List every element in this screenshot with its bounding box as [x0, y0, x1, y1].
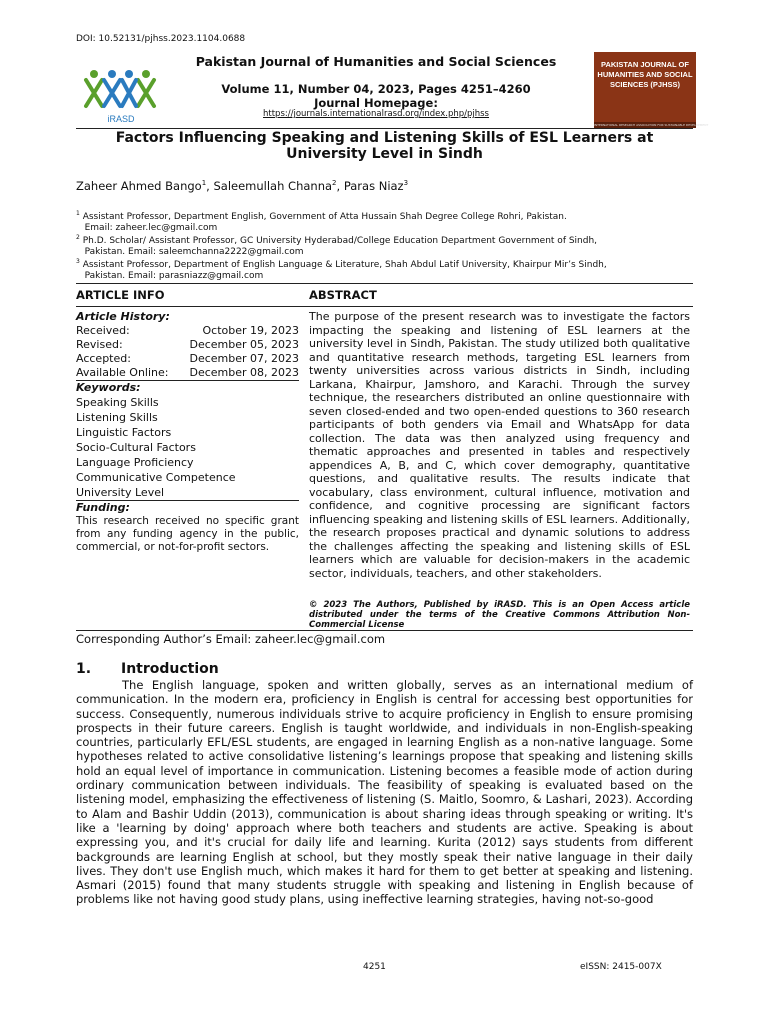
corresponding-email: Corresponding Author’s Email: zaheer.lec@gmail.com: [76, 632, 386, 646]
divider: [76, 283, 693, 284]
history-row: Available Online: December 08, 2023: [76, 366, 299, 379]
keyword: Language Proficiency: [76, 456, 194, 469]
divider: [76, 630, 693, 631]
divider: [76, 128, 693, 129]
page-number: 4251: [363, 962, 386, 972]
keyword: Speaking Skills: [76, 396, 159, 409]
affiliation-3: $^3$ Assistant Professor, Department of English Language & Literature, Shah Abdul Latif University, Khairpur Mir’s Sindh, Pakistan. Email: parasniazz@gmail.com: [76, 258, 607, 281]
doi: DOI: 10.52131/pjhss.2023.1104.0688: [76, 34, 246, 44]
eissn: eISSN: 2415-007X: [580, 962, 662, 972]
history-row: Accepted: December 07, 2023: [76, 352, 299, 365]
keyword: University Level: [76, 486, 165, 499]
homepage-label: Journal Homepage:: [314, 96, 438, 110]
divider: [76, 306, 693, 307]
keywords-label: Keywords:: [76, 381, 141, 394]
history-row: Revised: December 05, 2023: [76, 338, 299, 351]
paper-title: Factors Influencing Speaking and Listening Skills of ESL Learners at University Level in Sindh: [115, 130, 654, 162]
svg-text:iRASD: iRASD: [107, 114, 135, 124]
journal-header: [76, 52, 709, 128]
abstract-heading: ABSTRACT: [309, 288, 377, 302]
volume-info: Volume 11, Number 04, 2023, Pages 4251–4260: [221, 82, 531, 96]
introduction-text: The English language, spoken and written globally, serves as an international medium of communication. In the modern era, proficiency in English is central for accessing best opportunities for success. Consequently, numerous individuals strive to acquire proficiency in English to ensure promising prospects in their future careers. English is taught worldwide, and individuals in non-English-speaking countries, particularly EFL/ESL students, are engaged in learning English as a non-native language. Some hypotheses related to active consolidative listening’s learnings propose that speaking and listening skills hold an equal level of importance in communication. Listening becomes a feasible mode of action during ordinary communication between individuals. The feasibility of speaking is evaluated based on the listening model, emphasizing the effectiveness of listening (S. Maitlo, Soomro, & Lashari, 2023). According to Alam and Bashir Uddin (2013), communication is about sharing ideas through speaking or writing. It's like a 'learning by doing' approach where both teachers and students are active. Speaking is about expressing you, and it's crucial for daily life and learning. Kurita (2012) says students from different backgrounds are learning English at school, but they mostly speak their native language in their daily lives. They don't use English much, which makes it hard for them to get better at speaking and listening. Asmari (2015) found that many students struggle with speaking and listening in English because of problems like not having good study plans, using ineffective learning strategies, having not-so-good: [76, 678, 693, 907]
cover-title: PAKISTAN JOURNAL OF HUMANITIES AND SOCIAL SCIENCES (PJHSS): [597, 60, 693, 89]
affiliation-2: $^2$ Ph.D. Scholar/ Assistant Professor, GC University Hyderabad/College Education Department Government of Sindh, Pakistan. Email: saleemchanna2222@gmail.com: [76, 234, 598, 257]
cover-footer: INTERNATIONAL RESEARCH ASSOCIATION FOR SUSTAINABLE DEVELOPMENT: [594, 123, 709, 127]
section-heading: 1. Introduction: [76, 661, 219, 677]
article-info-heading: ARTICLE INFO: [76, 288, 165, 302]
journal-title: Pakistan Journal of Humanities and Social Sciences: [195, 54, 557, 69]
funding-text: This research received no specific grant from any funding agency in the public, commercial, or not-for-profit sectors.: [76, 515, 299, 553]
authors: Zaheer Ahmed Bango$^1$, Saleemullah Channa$^2$, Paras Niaz$^3$: [76, 179, 409, 193]
history-row: Received: October 19, 2023: [76, 324, 299, 337]
keyword: Socio-Cultural Factors: [76, 441, 196, 454]
keyword: Listening Skills: [76, 411, 158, 424]
article-info: [76, 310, 299, 554]
keyword: Communicative Competence: [76, 471, 236, 484]
journal-cover-image: [594, 52, 709, 128]
affiliation-1: $^1$ Assistant Professor, Department English, Government of Atta Hussain Shah Degree College Rohri, Pakistan. Email: zaheer.lec@gmail.com: [76, 210, 567, 233]
author-name: Saleemullah Channa: [213, 179, 333, 193]
abstract-text: The purpose of the present research was to investigate the factors impacting the speaking and listening of ESL learners at the university level in Sindh, Pakistan. The study utilized both qualitative and quantitative research methods, targeting ESL learners from twenty universities across various districts in Sindh, including Larkana, Khairpur, Jamshoro, and Karachi. Through the survey technique, the researchers distributed an online questionnaire with seven closed-ended and two open-ended questions to 360 research participants of both genders via Email and WhatsApp for data collection. The data was then analyzed using frequency and thematic approaches and presented in tables and respectively appendices A, B, and C, which cover demography, quantitative questions, and qualitative results. The results indicate that vocabulary, class environment, cultural influence, motivation and confidence, and cognitive processing are significant factors influencing speaking and listening skills of ESL learners. Additionally, the research proposes practical and dynamic solutions to address the challenges affecting the speaking and listening skills of ESL learners which are valuable for decision-makers in the academic sector, individuals, teachers, and other stakeholders.: [309, 310, 690, 580]
keyword: Linguistic Factors: [76, 426, 172, 439]
irasd-logo: [80, 66, 162, 126]
homepage-link[interactable]: https://journals.internationalrasd.org/index.php/pjhss: [263, 109, 489, 119]
author-name: Zaheer Ahmed Bango: [76, 179, 202, 193]
history-label: Article History:: [76, 310, 170, 323]
author-name: Paras Niaz: [343, 179, 404, 193]
funding-label: Funding:: [76, 501, 130, 514]
license-notice: © 2023 The Authors, Published by iRASD. This is an Open Access article distributed under the terms of the Creative Commons Attribution Non-Commercial License: [309, 600, 690, 630]
